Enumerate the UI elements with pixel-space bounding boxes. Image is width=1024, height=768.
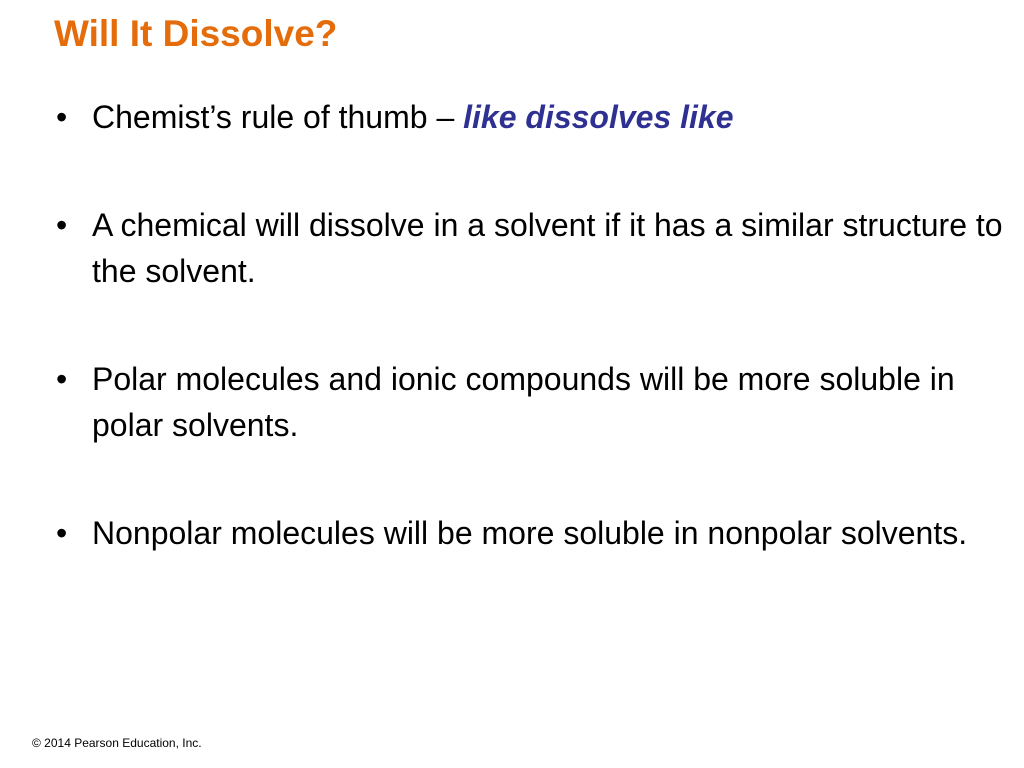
bullet-text: Polar molecules and ionic compounds will be more soluble in polar solvents. [92, 361, 955, 443]
bullet-icon: • [56, 99, 68, 135]
bullet-item-nonpolar-solvents [56, 510, 1006, 556]
bullet-text: A chemical will dissolve in a solvent if it has a similar structure to the solvent. [92, 207, 1003, 289]
bullet-text: Nonpolar molecules will be more soluble in nonpolar solvents. [92, 515, 968, 551]
bullet-icon: • [56, 207, 68, 243]
bullet-item-polar-solvents [56, 356, 1006, 448]
bullet-item-similar-structure [56, 202, 1006, 294]
copyright-footer: © 2014 Pearson Education, Inc. [32, 736, 202, 750]
bullet-icon: • [56, 515, 68, 551]
bullet-list [56, 94, 1006, 556]
bullet-item-rule-of-thumb [56, 94, 1006, 140]
bullet-emphasis-text: like dissolves like [463, 99, 734, 135]
bullet-text: Chemist’s rule of thumb – [92, 99, 464, 135]
bullet-icon: • [56, 361, 68, 397]
slide-title: Will It Dissolve? [54, 13, 338, 54]
